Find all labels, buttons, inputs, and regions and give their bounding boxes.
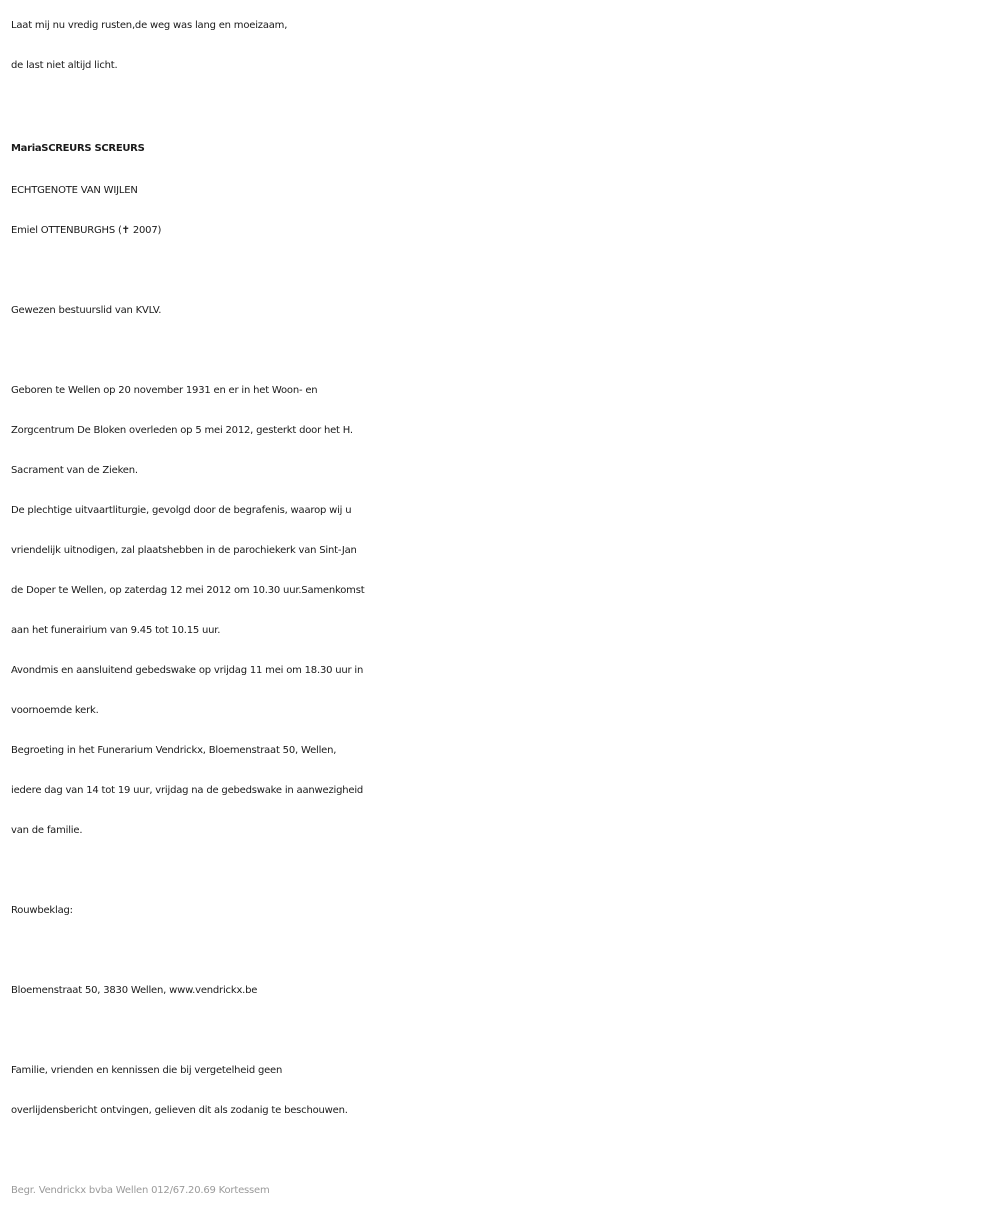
details-line: Geboren te Wellen op 20 november 1931 en er in het Woon- en bbox=[11, 385, 318, 396]
poem bbox=[11, 6, 991, 86]
condolences-address: Bloemenstraat 50, 3830 Wellen, www.vendrickx.be bbox=[11, 985, 258, 996]
poem-line: de last niet altijd licht. bbox=[11, 60, 118, 71]
notice-line: Familie, vrienden en kennissen die bij vergetelheid geen bbox=[11, 1065, 283, 1076]
details-line: Begroeting in het Funerarium Vendrickx, Bloemenstraat 50, Wellen, bbox=[11, 745, 337, 756]
obituary-notice bbox=[11, 6, 991, 1211]
details-line: Zorgcentrum De Bloken overleden op 5 mei 2012, gesterkt door het H. bbox=[11, 425, 353, 436]
condolences-label: Rouwbeklag: bbox=[11, 905, 73, 916]
details-line: vriendelijk uitnodigen, zal plaatshebben in de parochiekerk van Sint-Jan bbox=[11, 545, 357, 556]
details-line: voornoemde kerk. bbox=[11, 705, 99, 716]
relation-line: ECHTGENOTE VAN WIJLEN bbox=[11, 185, 138, 196]
details-line: de Doper te Wellen, op zaterdag 12 mei 2012 om 10.30 uur.Samenkomst bbox=[11, 585, 365, 596]
notice-line: overlijdensbericht ontvingen, gelieven dit als zodanig te beschouwen. bbox=[11, 1105, 348, 1116]
details-line: van de familie. bbox=[11, 825, 83, 836]
notice-paragraph bbox=[11, 1051, 991, 1131]
affiliation-line: Gewezen bestuurslid van KVLV. bbox=[11, 305, 162, 316]
details-line: Avondmis en aansluitend gebedswake op vrijdag 11 mei om 18.30 uur in bbox=[11, 665, 364, 676]
details-line: aan het funerairium van 9.45 tot 10.15 uur. bbox=[11, 625, 221, 636]
funeral-home-footer: Begr. Vendrickx bvba Wellen 012/67.20.69 Kortessem bbox=[11, 1185, 270, 1196]
details-line: iedere dag van 14 tot 19 uur, vrijdag na de gebedswake in aanwezigheid bbox=[11, 785, 364, 796]
details-line: De plechtige uitvaartliturgie, gevolgd door de begrafenis, waarop wij u bbox=[11, 505, 352, 516]
spouse-line: Emiel OTTENBURGHS (✝ 2007) bbox=[11, 225, 162, 236]
poem-line: Laat mij nu vredig rusten,de weg was lang en moeizaam, bbox=[11, 20, 288, 31]
deceased-name: MariaSCREURS SCREURS bbox=[11, 143, 145, 154]
details-paragraph bbox=[11, 371, 991, 851]
details-line: Sacrament van de Zieken. bbox=[11, 465, 138, 476]
